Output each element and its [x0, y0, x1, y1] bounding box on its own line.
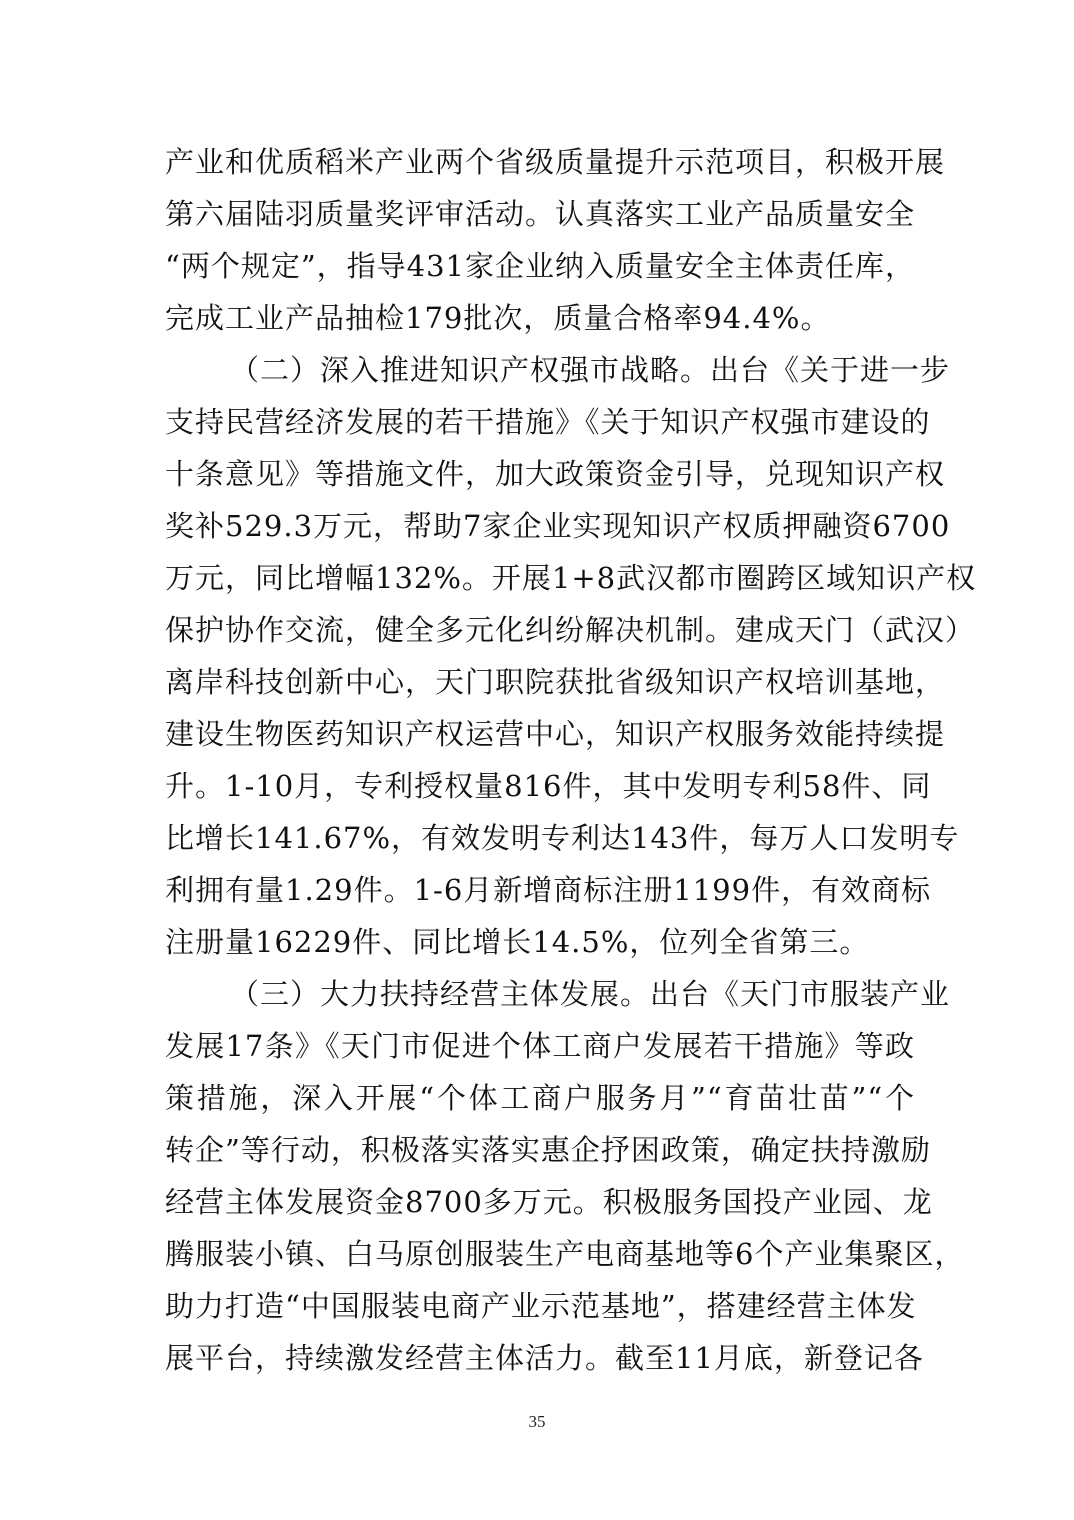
text-line: 离岸科技创新中心，天门职院获批省级知识产权培训基地，	[165, 665, 946, 699]
text-line: 经营主体发展资金8700多万元。积极服务国投产业园、龙	[165, 1185, 933, 1219]
text-line: 保护协作交流，健全多元化纠纷解决机制。建成天门（武汉）	[165, 613, 976, 647]
text-line: 注册量16229件、同比增长14.5%，位列全省第三。	[165, 925, 870, 959]
text-line: 支持民营经济发展的若干措施》《关于知识产权强市建设的	[165, 405, 931, 439]
text-line: 策措施，深入开展“个体工商户服务月”“育苗壮苗”“个	[165, 1081, 915, 1115]
text-line: 比增长141.67%，有效发明专利达143件，每万人口发明专	[165, 821, 960, 855]
text-line: 发展17条》《天门市促进个体工商户发展若干措施》等政	[165, 1029, 915, 1063]
text-line: 产业和优质稻米产业两个省级质量提升示范项目，积极开展	[165, 145, 946, 179]
text-line: 腾服装小镇、白马原创服装生产电商基地等6个产业集聚区，	[165, 1237, 965, 1271]
text-line: 万元，同比增幅132%。开展1+8武汉都市圈跨区域知识产权	[165, 561, 977, 595]
page-number: 35	[528, 1412, 546, 1431]
text-line: 助力打造“中国服装电商产业示范基地”，搭建经营主体发	[165, 1289, 917, 1323]
text-line: 奖补529.3万元，帮助7家企业实现知识产权质押融资6700	[165, 509, 951, 543]
text-line: “两个规定”，指导431家企业纳入质量安全主体责任库，	[165, 249, 916, 283]
section-heading-line: （二）深入推进知识产权强市战略。出台《关于进一步	[230, 353, 951, 387]
text-line: 完成工业产品抽检179批次，质量合格率94.4%。	[165, 301, 831, 335]
text-line: 升。1-10月，专利授权量816件，其中发明专利58件、同	[165, 769, 932, 803]
text-line: 建设生物医药知识产权运营中心，知识产权服务效能持续提	[165, 717, 946, 751]
section-heading-line: （三）大力扶持经营主体发展。出台《天门市服装产业	[230, 977, 951, 1011]
text-line: 利拥有量1.29件。1-6月新增商标注册1199件，有效商标	[165, 873, 932, 907]
text-line: 转企”等行动，积极落实落实惠企抒困政策，确定扶持激励	[165, 1133, 931, 1167]
text-line: 第六届陆羽质量奖评审活动。认真落实工业产品质量安全	[165, 197, 916, 231]
text-line: 十条意见》等措施文件，加大政策资金引导，兑现知识产权	[165, 457, 946, 491]
text-line: 展平台，持续激发经营主体活力。截至11月底，新登记各	[165, 1341, 924, 1375]
